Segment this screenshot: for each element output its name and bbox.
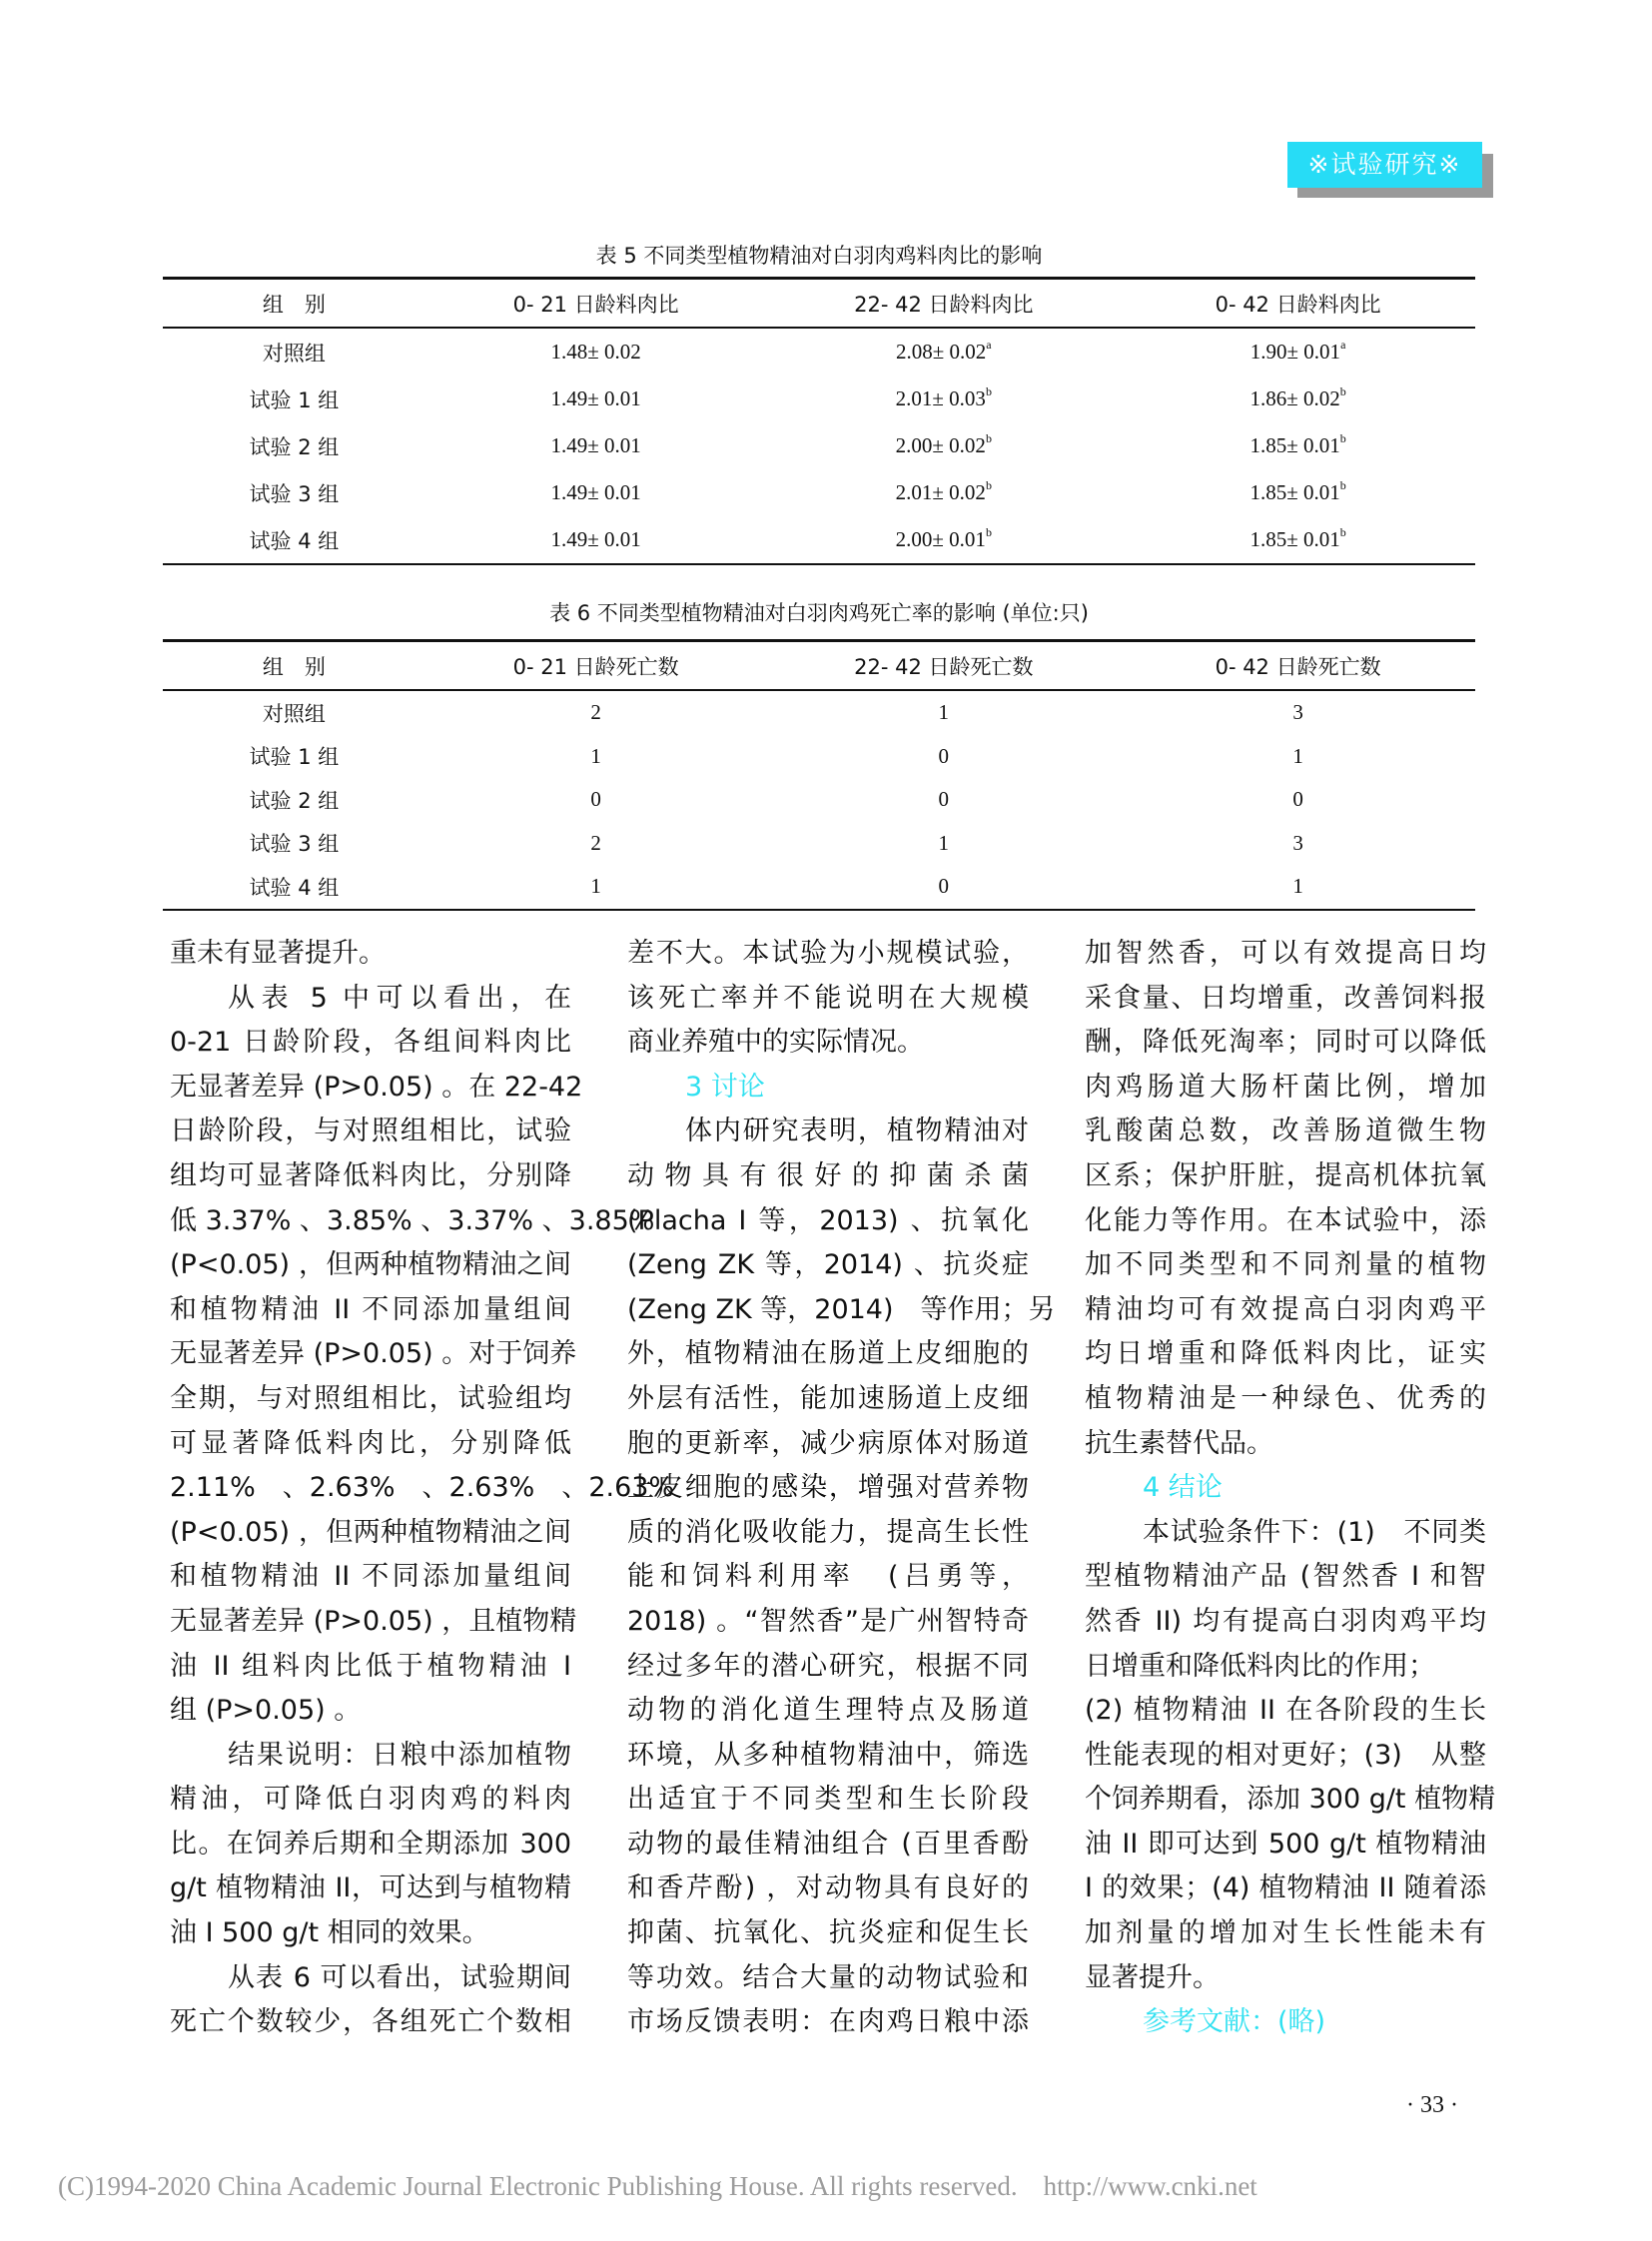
text-line: 结果说明：日粮中添加植物 [228, 1739, 571, 1771]
value-cell [1121, 516, 1475, 564]
text-line: 采食量、日均增重，改善饲料报 [1085, 982, 1486, 1014]
text-line: 和植物精油 II 不同添加量组间 [170, 1561, 571, 1593]
text-line: 能和饲料利用率 (吕勇等， [627, 1561, 1029, 1593]
text-line: 精油，可降低白羽肉鸡的料肉 [170, 1784, 571, 1816]
table-row [163, 735, 1475, 779]
table5-col-22-42: 22- 42 日龄料肉比 [766, 279, 1121, 329]
cell-text: 试验 1 组 [249, 745, 340, 770]
text-line: 上皮细胞的感染，增强对营养物 [627, 1472, 1029, 1504]
text-line: 从表 6 可以看出，试验期间 [228, 1961, 571, 1993]
cell-text: 2 [590, 700, 601, 725]
cell-text: 1.49± 0.01 [550, 527, 641, 551]
value-cell [766, 778, 1121, 822]
table-row [163, 375, 1475, 422]
body-column-1 [170, 932, 675, 2045]
text-line: 植物精油是一种绿色、优秀的 [1085, 1382, 1486, 1414]
text-line: 日增重和降低料肉比的作用； [1085, 1650, 1435, 1682]
copyright-footer [58, 2171, 1257, 2202]
value-cell [425, 778, 767, 822]
table-row [163, 822, 1475, 866]
text-line: 抑菌、抗氧化、抗炎症和促生长 [627, 1917, 1029, 1949]
text-line: (2) 植物精油 II 在各阶段的生长 [1085, 1695, 1486, 1727]
text-line: 经过多年的潜心研究，根据不同 [627, 1650, 1029, 1682]
text-line: 酬，降低死淘率；同时可以降低 [1085, 1027, 1486, 1059]
significance-letter: b [985, 525, 992, 539]
value-cell [766, 469, 1121, 516]
value-cell [1121, 375, 1475, 422]
group-cell [163, 778, 425, 822]
text-line: 低 3.37% 、3.85% 、3.37% 、3.85% [170, 1204, 655, 1236]
text-line: (Zeng ZK 等，2014) 等作用；另 [627, 1293, 1056, 1325]
text-line: 精油均可有效提高白羽肉鸡平 [1085, 1293, 1486, 1325]
value-cell [1121, 822, 1475, 866]
value-cell [1121, 690, 1475, 735]
value-cell [425, 690, 767, 735]
cell-text: 试验 2 组 [249, 788, 340, 813]
text-line: 和植物精油 II 不同添加量组间 [170, 1293, 571, 1325]
text-line: 动物具有很好的抑菌杀菌 [627, 1159, 1029, 1191]
text-line: 本试验条件下：(1) 不同类 [1143, 1516, 1486, 1548]
cell-text: 3 [1292, 830, 1303, 855]
cell-text: 1 [590, 743, 601, 768]
cell-text: 对照组 [262, 701, 326, 726]
table6-col-22-42: 22- 42 日龄死亡数 [766, 641, 1121, 691]
text-line: (P<0.05) ，但两种植物精油之间 [170, 1516, 571, 1548]
cell-text: 1.49± 0.01 [550, 480, 641, 504]
value-cell [425, 328, 767, 375]
text-line: 组 (P>0.05) 。 [170, 1695, 362, 1727]
text-line: (Placha I 等，2013) 、抗氧化 [627, 1204, 1029, 1236]
cell-text: 试验 2 组 [249, 434, 340, 459]
cell-text: 2.01± 0.02 [895, 480, 986, 504]
text-line: 抗生素替代品。 [1085, 1427, 1273, 1459]
cell-text: 试验 4 组 [249, 528, 340, 553]
body-column-3 [1085, 932, 1496, 2045]
cell-text: 0 [938, 743, 950, 768]
table6 [163, 639, 1475, 911]
cell-text: 1.49± 0.01 [550, 386, 641, 410]
text-line: 性能表现的相对更好；(3) 从整 [1085, 1739, 1486, 1771]
cell-text: 2.08± 0.02 [896, 340, 987, 364]
group-cell [163, 690, 425, 735]
text-line: 0-21 日龄阶段，各组间料肉比 [170, 1027, 571, 1059]
text-line: 油 II 即可达到 500 g/t 植物精油 [1085, 1828, 1486, 1860]
text-line: 油 II 组料肉比低于植物精油 I [170, 1650, 571, 1682]
table5-col-0-21: 0- 21 日龄料肉比 [425, 279, 767, 329]
group-cell [163, 822, 425, 866]
value-cell [766, 422, 1121, 469]
cell-text: 1 [1292, 874, 1303, 899]
text-line: g/t 植物精油 II，可达到与植物精 [170, 1872, 571, 1904]
section-heading: 参考文献：(略) [1143, 2006, 1326, 2038]
table5 [163, 277, 1475, 565]
text-line: I 的效果；(4) 植物精油 II 随着添 [1085, 1872, 1486, 1904]
text-line: 差不大。本试验为小规模试验， [627, 938, 1029, 969]
cell-text: 1.49± 0.01 [550, 433, 641, 457]
table-row [163, 865, 1475, 910]
text-line: 商业养殖中的实际情况。 [627, 1027, 924, 1059]
text-line: 比。在饲养后期和全期添加 300 [170, 1828, 571, 1860]
text-line: 乳酸菌总数，改善肠道微生物 [1085, 1116, 1486, 1147]
significance-letter: b [1339, 431, 1346, 445]
cell-text: 1.48± 0.02 [550, 340, 641, 364]
significance-letter: b [1339, 525, 1346, 539]
body-column-2 [627, 932, 1056, 2045]
table-row [163, 469, 1475, 516]
cell-text: 1.85± 0.01 [1249, 433, 1340, 457]
table6-col-0-21: 0- 21 日龄死亡数 [425, 641, 767, 691]
section-heading: 4 结论 [1143, 1472, 1223, 1504]
text-line: 加剂量的增加对生长性能未有 [1085, 1917, 1486, 1949]
text-line: 从表 5 中可以看出，在 [228, 982, 571, 1014]
text-line: 重未有显著提升。 [170, 938, 386, 969]
table5-caption: 表 5 不同类型植物精油对白羽肉鸡料肉比的影响 [595, 244, 1043, 268]
table5-col-0-42: 0- 42 日龄料肉比 [1121, 279, 1475, 329]
copyright-text: (C)1994-2020 China Academic Journal Electronic Publishing House. All rights reserved. [58, 2171, 1018, 2201]
value-cell [425, 516, 767, 564]
value-cell [766, 516, 1121, 564]
text-line: 外层有活性，能加速肠道上皮细 [627, 1382, 1029, 1414]
value-cell [1121, 469, 1475, 516]
text-line: 加不同类型和不同剂量的植物 [1085, 1249, 1486, 1281]
group-cell [163, 328, 425, 375]
group-cell [163, 735, 425, 779]
value-cell [766, 822, 1121, 866]
text-line: (Zeng ZK 等，2014) 、抗炎症 [627, 1249, 1029, 1281]
cell-text: 试验 4 组 [249, 875, 340, 900]
significance-letter: b [1339, 478, 1346, 492]
text-line: 无显著差异 (P>0.05) ，且植物精 [170, 1605, 577, 1637]
text-line: 无显著差异 (P>0.05) 。在 22-42 [170, 1071, 583, 1103]
table-row [163, 516, 1475, 564]
value-cell [425, 375, 767, 422]
cell-text: 1.85± 0.01 [1249, 527, 1340, 551]
cell-text: 0 [1292, 787, 1303, 812]
section-badge: ※试验研究※ [1287, 142, 1482, 188]
cell-text: 试验 3 组 [249, 832, 340, 857]
text-line: 动物的消化道生理特点及肠道 [627, 1695, 1029, 1727]
text-line: 可显著降低料肉比，分别降低 [170, 1427, 571, 1459]
table6-col-group: 组 别 [163, 641, 425, 691]
cell-text: 0 [938, 787, 950, 812]
value-cell [425, 822, 767, 866]
cell-text: 试验 3 组 [249, 481, 340, 506]
table5-col-group: 组 别 [163, 279, 425, 329]
value-cell [1121, 865, 1475, 910]
cell-text: 1 [1292, 743, 1303, 768]
table-row [163, 328, 1475, 375]
value-cell [425, 865, 767, 910]
value-cell [1121, 778, 1475, 822]
value-cell [1121, 422, 1475, 469]
text-line: 体内研究表明，植物精油对 [685, 1116, 1029, 1147]
value-cell [766, 735, 1121, 779]
table6-caption: 表 6 不同类型植物精油对白羽肉鸡死亡率的影响 (单位:只) [549, 601, 1089, 625]
value-cell [425, 735, 767, 779]
significance-letter: b [1339, 384, 1346, 398]
cell-text: 1.85± 0.01 [1249, 480, 1340, 504]
text-line: 日龄阶段，与对照组相比，试验 [170, 1116, 571, 1147]
cell-text: 1 [590, 874, 601, 899]
text-line: 油 I 500 g/t 相同的效果。 [170, 1917, 489, 1949]
table-row [163, 690, 1475, 735]
text-line: 型植物精油产品 (智然香 I 和智 [1085, 1561, 1486, 1593]
footer-url[interactable]: http://www.cnki.net [1043, 2171, 1257, 2201]
text-line: 加智然香，可以有效提高日均 [1085, 938, 1486, 969]
text-line: 均日增重和降低料肉比，证实 [1085, 1338, 1486, 1370]
text-line: 死亡个数较少，各组死亡个数相 [170, 2006, 571, 2038]
text-line: 2018) 。“智然香”是广州智特奇 [627, 1605, 1029, 1637]
significance-letter: a [986, 338, 992, 352]
significance-letter: b [985, 384, 992, 398]
cell-text: 1 [938, 830, 950, 855]
table6-header-row [163, 641, 1475, 691]
group-cell [163, 422, 425, 469]
text-line: 2.11% 、2.63% 、2.63% 、2.63% [170, 1472, 675, 1504]
text-line: 动物的最佳精油组合 (百里香酚 [627, 1828, 1029, 1860]
significance-letter: b [985, 478, 992, 492]
cell-text: 2.00± 0.02 [895, 433, 986, 457]
section-heading: 3 讨论 [685, 1071, 765, 1103]
group-cell [163, 375, 425, 422]
cell-text: 1.86± 0.02 [1249, 386, 1340, 410]
value-cell [1121, 328, 1475, 375]
value-cell [766, 865, 1121, 910]
text-line: (P<0.05) ，但两种植物精油之间 [170, 1249, 571, 1281]
text-line: 质的消化吸收能力，提高生长性 [627, 1516, 1029, 1548]
group-cell [163, 469, 425, 516]
group-cell [163, 516, 425, 564]
text-line: 环境，从多种植物精油中，筛选 [627, 1739, 1029, 1771]
text-line: 然香 II) 均有提高白羽肉鸡平均 [1085, 1605, 1486, 1637]
text-line: 外，植物精油在肠道上皮细胞的 [627, 1338, 1029, 1370]
text-line: 显著提升。 [1085, 1961, 1220, 1993]
group-cell [163, 865, 425, 910]
page-number: · 33 · [1406, 2092, 1458, 2118]
value-cell [425, 422, 767, 469]
table-row [163, 422, 1475, 469]
text-line: 无显著差异 (P>0.05) 。对于饲养 [170, 1338, 577, 1370]
text-line: 出适宜于不同类型和生长阶段 [627, 1784, 1029, 1816]
text-line: 胞的更新率，减少病原体对肠道 [627, 1427, 1029, 1459]
text-line: 化能力等作用。在本试验中，添 [1085, 1204, 1486, 1236]
value-cell [766, 375, 1121, 422]
text-line: 区系；保护肝脏，提高机体抗氧 [1085, 1159, 1486, 1191]
text-line: 组均可显著降低料肉比，分别降 [170, 1159, 571, 1191]
significance-letter: a [1340, 338, 1346, 352]
cell-text: 对照组 [262, 341, 326, 366]
cell-text: 2 [590, 830, 601, 855]
table6-col-0-42: 0- 42 日龄死亡数 [1121, 641, 1475, 691]
table-row [163, 778, 1475, 822]
cell-text: 试验 1 组 [249, 387, 340, 412]
significance-letter: b [985, 431, 992, 445]
table5-header-row [163, 279, 1475, 329]
text-line: 个饲养期看，添加 300 g/t 植物精 [1085, 1784, 1496, 1816]
cell-text: 2.01± 0.03 [895, 386, 986, 410]
text-line: 和香芹酚) ，对动物具有良好的 [627, 1872, 1029, 1904]
text-line: 全期，与对照组相比，试验组均 [170, 1382, 571, 1414]
cell-text: 0 [938, 874, 950, 899]
text-line: 等功效。结合大量的动物试验和 [627, 1961, 1029, 1993]
value-cell [766, 328, 1121, 375]
cell-text: 1 [938, 700, 950, 725]
text-line: 市场反馈表明：在肉鸡日粮中添 [627, 2006, 1029, 2038]
cell-text: 2.00± 0.01 [895, 527, 986, 551]
value-cell [766, 690, 1121, 735]
value-cell [1121, 735, 1475, 779]
cell-text: 3 [1292, 700, 1303, 725]
text-line: 肉鸡肠道大肠杆菌比例，增加 [1085, 1071, 1486, 1103]
cell-text: 0 [590, 787, 601, 812]
value-cell [425, 469, 767, 516]
text-line: 该死亡率并不能说明在大规模 [627, 982, 1029, 1014]
cell-text: 1.90± 0.01 [1249, 340, 1341, 364]
